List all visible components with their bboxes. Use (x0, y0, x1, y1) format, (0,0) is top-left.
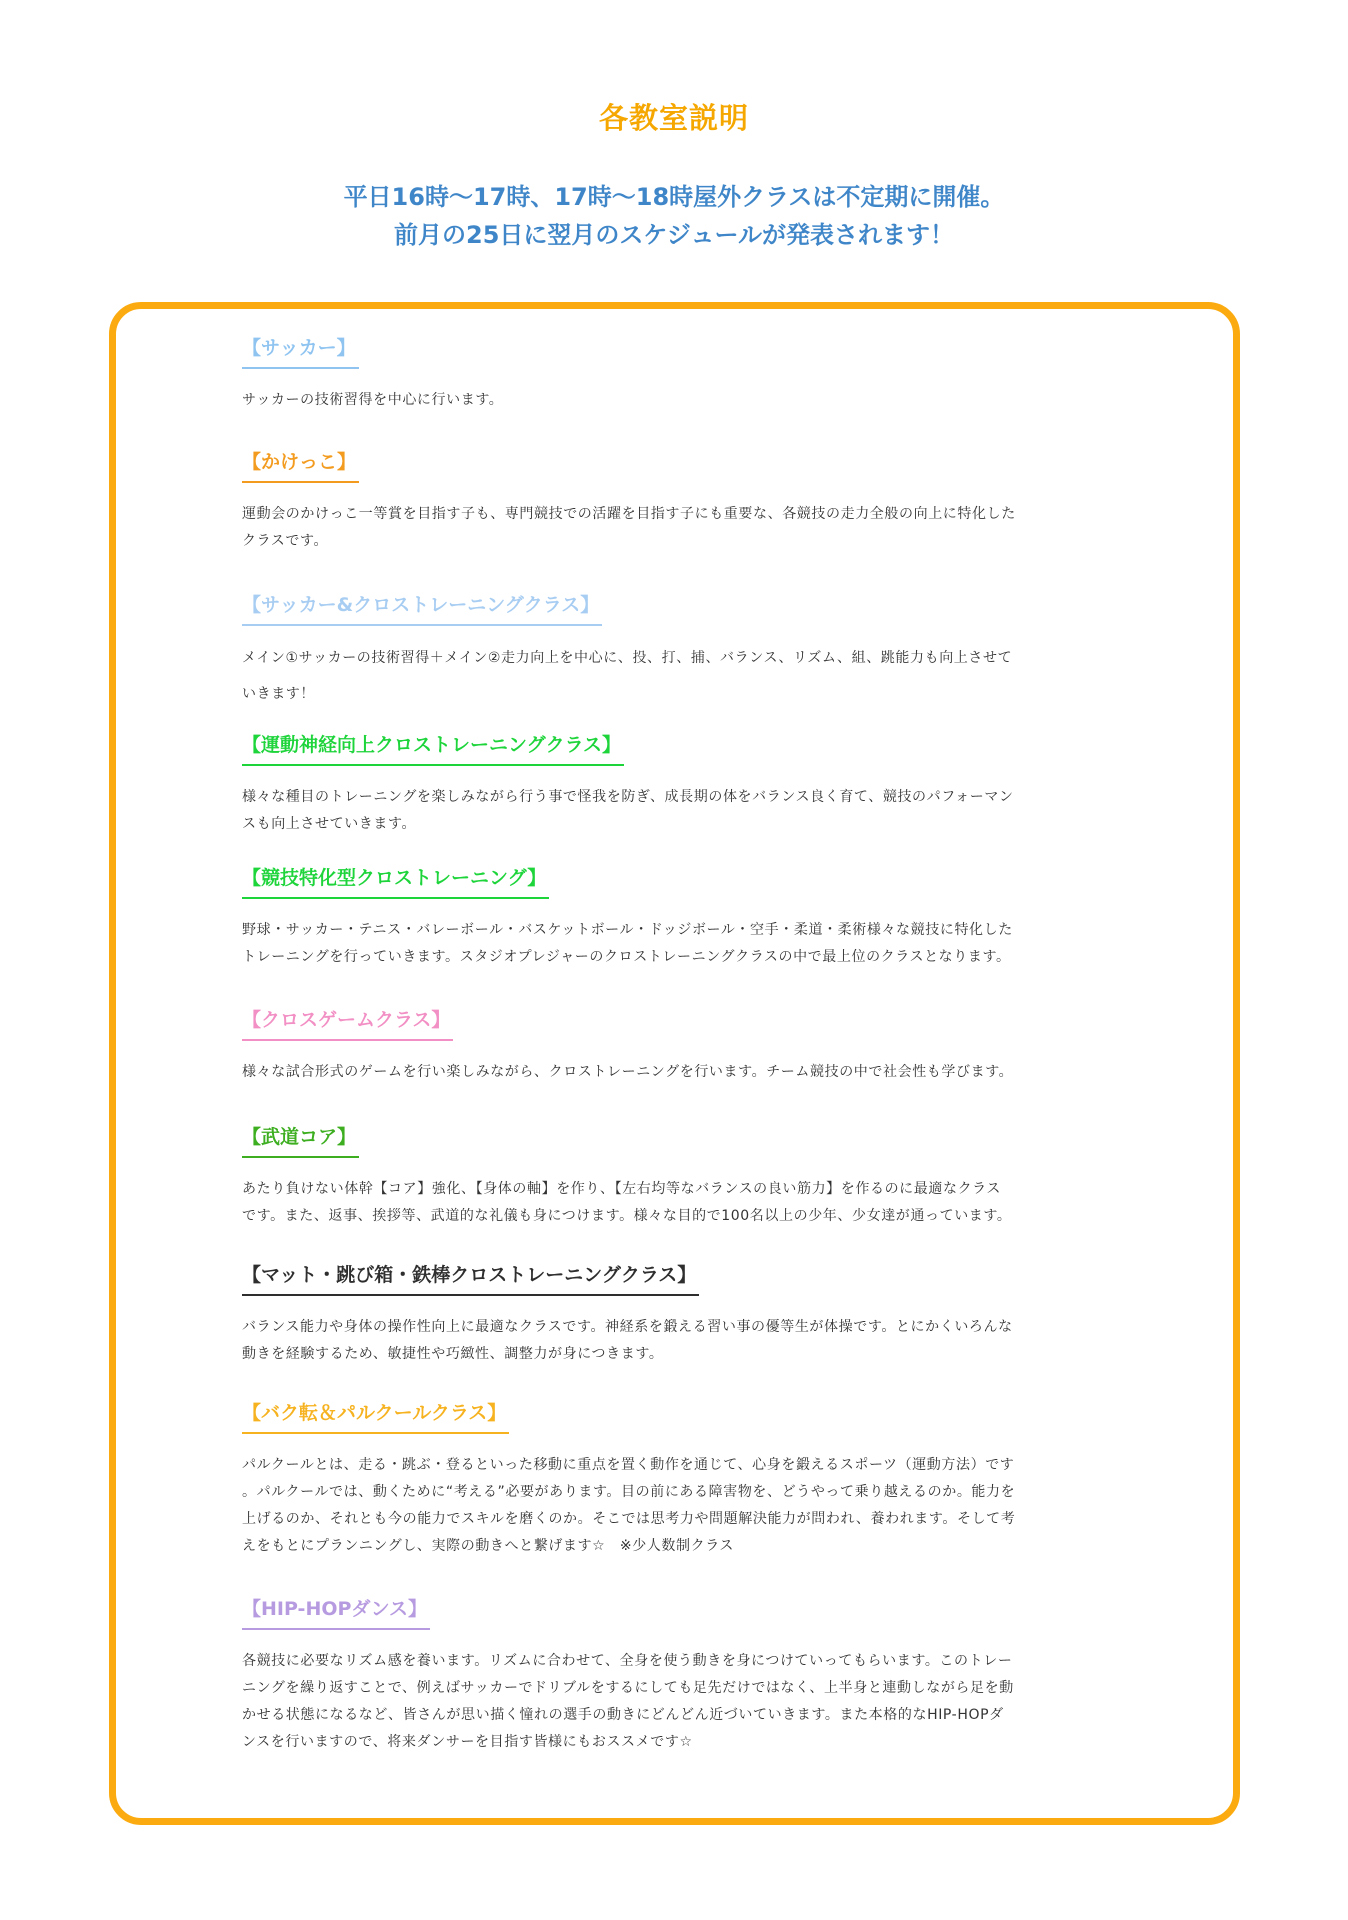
description-line: いきます！ (242, 686, 315, 702)
class-title: 【競技特化型クロストレーニング】 (242, 866, 549, 899)
page-title: 各教室説明 (598, 101, 749, 135)
description-line: トレーニングを行っていきます。スタジオプレジャーのクロストレーニングクラスの中で最上位のクラスとなります。 (242, 949, 1011, 965)
class-section-running (242, 450, 1122, 555)
description-line: クラスです。 (242, 533, 329, 549)
class-title: 【運動神経向上クロストレーニングクラス】 (242, 733, 624, 766)
class-title: 【武道コア】 (242, 1125, 359, 1158)
schedule-notice (0, 178, 1348, 254)
class-section-gymnastics (242, 1263, 1122, 1368)
description-line: 各競技に必要なリズム感を養います。リズムに合わせて、全身を使う動きを身につけていってもらいます。このトレー (242, 1653, 1013, 1669)
description-line: パルクールとは、走る・跳ぶ・登るといった移動に重点を置く動作を通じて、心身を鍛えるスポーツ（運動方法）です (242, 1457, 1015, 1473)
class-description (242, 1648, 1122, 1756)
description-line: ニングを繰り返すことで、例えばサッカーでドリブルをするにしても足先だけではなく、上半身と連動しながら足を動 (242, 1680, 1014, 1696)
description-line: スも向上させていきます。 (242, 816, 417, 832)
class-description (242, 1176, 1122, 1230)
class-section-budo-core (242, 1125, 1122, 1230)
class-section-soccer-cross-training (242, 593, 1122, 712)
class-description (242, 501, 1122, 555)
class-description (242, 640, 1122, 712)
description-line: 。パルクールでは、動くために“考える”必要があります。目の前にある障害物を、どうやって乗り越えるのか。能力を (242, 1484, 1016, 1500)
class-description (242, 1059, 1122, 1086)
notice-line: 平日16時〜17時、17時〜18時屋外クラスは不定期に開催。 (343, 183, 1005, 211)
class-section-sport-specific (242, 866, 1122, 971)
class-title: 【サッカー&クロストレーニングクラス】 (242, 593, 602, 626)
description-line: えをもとにプランニングし、実際の動きへと繋げます☆ ※少人数制クラス (242, 1538, 734, 1554)
class-section-parkour (242, 1401, 1122, 1560)
description-line: 上げるのか、それとも今の能力でスキルを磨くのか。そこでは思考力や問題解決能力が問われ、養われます。そして考 (242, 1511, 1016, 1527)
class-description (242, 784, 1122, 838)
class-description (242, 1452, 1122, 1560)
class-title: 【HIP-HOPダンス】 (242, 1597, 430, 1630)
description-line: 運動会のかけっこ一等賞を目指す子も、専門競技での活躍を目指す子にも重要な、各競技の走力全般の向上に特化した (242, 506, 1016, 522)
class-description (242, 917, 1122, 971)
description-line: 様々な種目のトレーニングを楽しみながら行う事で怪我を防ぎ、成長期の体をバランス良く育て、競技のパフォーマン (242, 789, 1014, 805)
description-line: バランス能力や身体の操作性向上に最適なクラスです。神経系を鍛える習い事の優等生が体操です。とにかくいろんな (242, 1319, 1013, 1335)
description-line: メイン①サッカーの技術習得＋メイン②走力向上を中心に、投、打、捕、バランス、リズム、組、跳能力も向上させて (242, 650, 1013, 666)
class-title: 【クロスゲームクラス】 (242, 1008, 453, 1041)
class-title: 【バク転＆パルクールクラス】 (242, 1401, 509, 1434)
description-line: 様々な試合形式のゲームを行い楽しみながら、クロストレーニングを行います。チーム競技の中で社会性も学びます。 (242, 1064, 1014, 1080)
description-line: 野球・サッカー・テニス・バレーボール・バスケットボール・ドッジボール・空手・柔道・柔術様々な競技に特化した (242, 922, 1013, 938)
notice-line: 前月の25日に翌月のスケジュールが発表されます！ (394, 221, 954, 249)
class-title: 【マット・跳び箱・鉄棒クロストレーニングクラス】 (242, 1263, 699, 1296)
class-section-hiphop-dance (242, 1597, 1122, 1756)
class-title: 【かけっこ】 (242, 450, 359, 483)
class-description (242, 387, 1122, 414)
class-title: 【サッカー】 (242, 336, 359, 369)
description-line: あたり負けない体幹【コア】強化、【身体の軸】を作り、【左右均等なバランスの良い筋力】を作るのに最適なクラス (242, 1181, 1001, 1197)
class-description (242, 1314, 1122, 1368)
description-line: ンスを行いますので、将来ダンサーを目指す皆様にもおススメです☆ (242, 1734, 693, 1750)
class-section-cross-game (242, 1008, 1122, 1086)
description-line: 動きを経験するため、敏捷性や巧緻性、調整力が身につきます。 (242, 1346, 664, 1362)
class-section-motor-nerve (242, 733, 1122, 838)
description-line: です。また、返事、挨拶等、武道的な礼儀も身につけます。様々な目的で100名以上の少年、少女達が通っています。 (242, 1208, 1012, 1224)
description-line: かせる状態になるなど、皆さんが思い描く憧れの選手の動きにどんどん近づいていきます。また本格的なHIP-HOPダ (242, 1707, 1004, 1723)
class-section-soccer (242, 336, 1122, 414)
description-line: サッカーの技術習得を中心に行います。 (242, 392, 504, 408)
